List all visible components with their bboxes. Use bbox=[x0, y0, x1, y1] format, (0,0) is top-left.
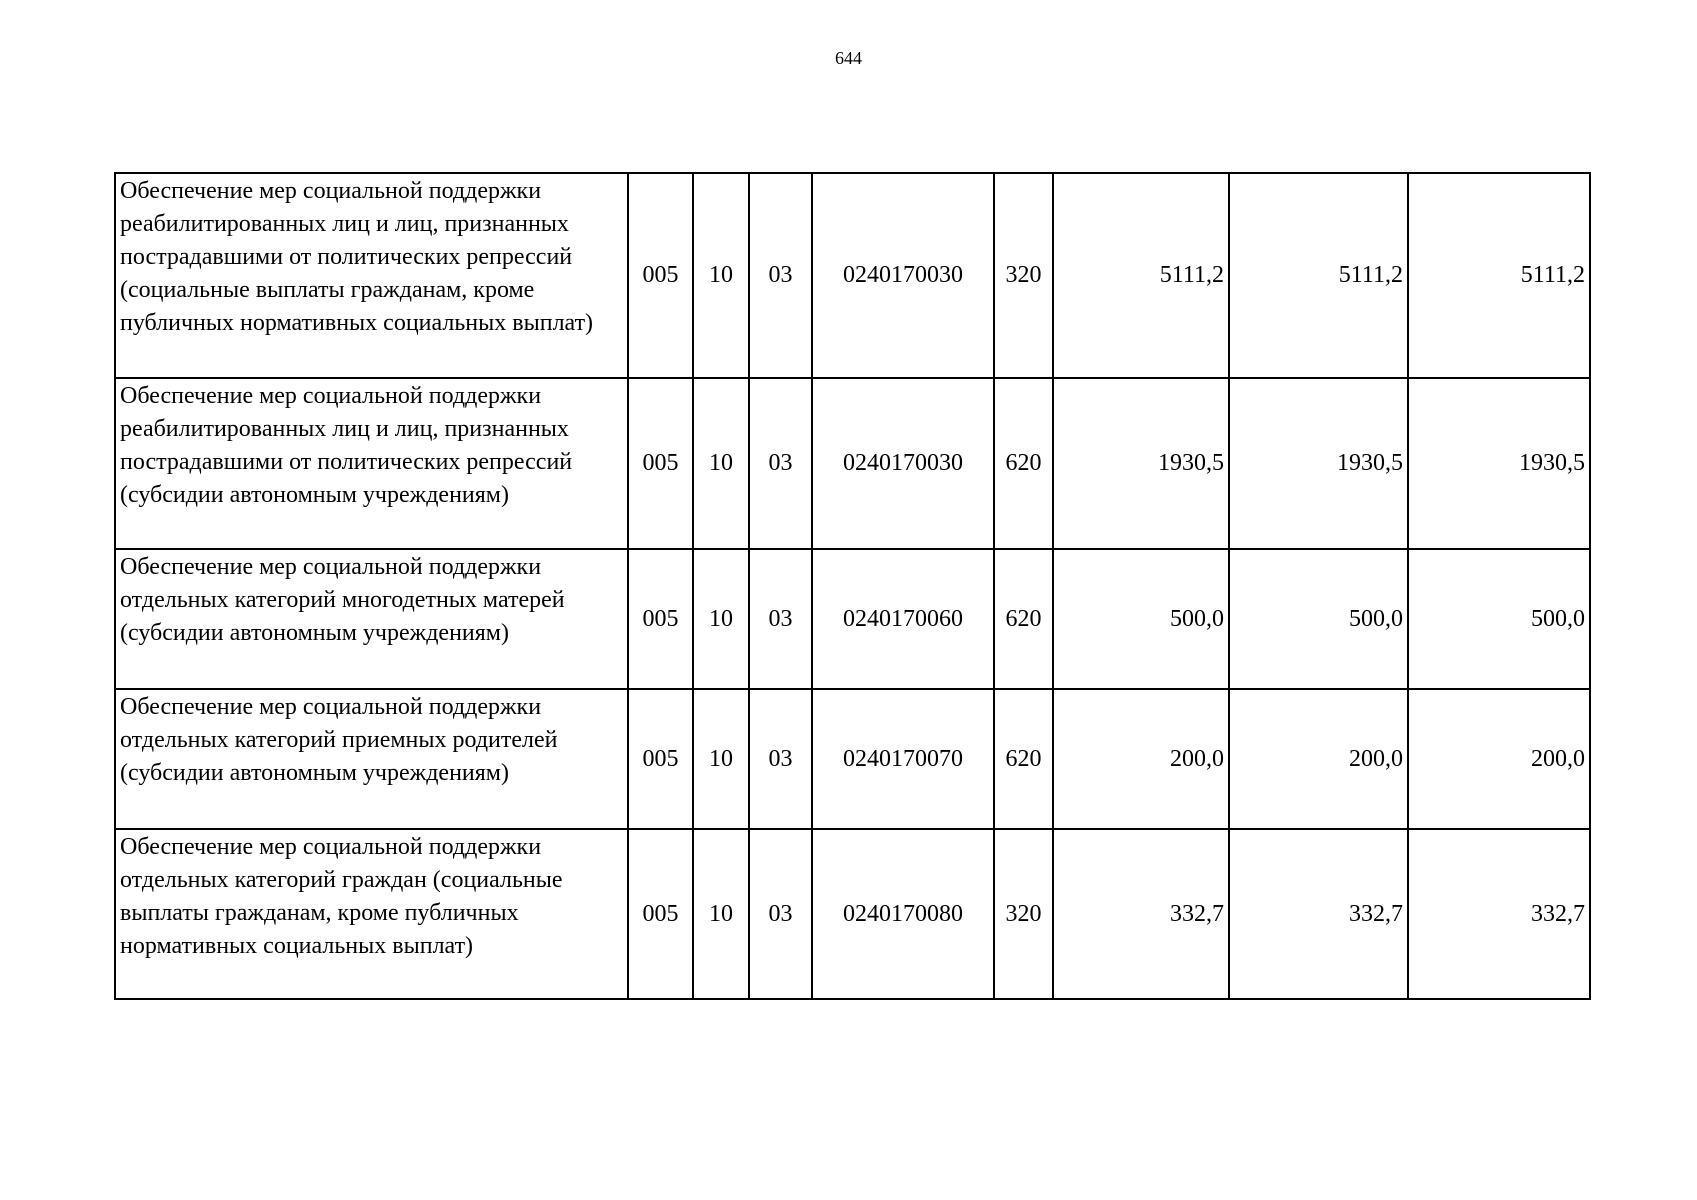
amount-2: 1930,5 bbox=[1229, 378, 1408, 549]
amount-2: 5111,2 bbox=[1229, 173, 1408, 378]
amount-2: 200,0 bbox=[1229, 689, 1408, 829]
expense-type-code: 620 bbox=[994, 549, 1053, 689]
subsection-code: 03 bbox=[749, 829, 812, 999]
table-row bbox=[115, 829, 1590, 999]
ministry-code: 005 bbox=[628, 378, 693, 549]
budget-table bbox=[114, 172, 1591, 1000]
amount-3: 200,0 bbox=[1408, 689, 1590, 829]
target-article-code: 0240170080 bbox=[812, 829, 994, 999]
target-article-code: 0240170030 bbox=[812, 173, 994, 378]
ministry-code: 005 bbox=[628, 829, 693, 999]
ministry-code: 005 bbox=[628, 549, 693, 689]
section-code: 10 bbox=[693, 689, 749, 829]
table-row bbox=[115, 689, 1590, 829]
section-code: 10 bbox=[693, 829, 749, 999]
subsection-code: 03 bbox=[749, 689, 812, 829]
section-code: 10 bbox=[693, 549, 749, 689]
amount-1: 5111,2 bbox=[1053, 173, 1229, 378]
target-article-code: 0240170060 bbox=[812, 549, 994, 689]
amount-2: 500,0 bbox=[1229, 549, 1408, 689]
subsection-code: 03 bbox=[749, 378, 812, 549]
amount-3: 332,7 bbox=[1408, 829, 1590, 999]
page-number: 644 bbox=[835, 48, 862, 68]
amount-1: 1930,5 bbox=[1053, 378, 1229, 549]
amount-3: 1930,5 bbox=[1408, 378, 1590, 549]
expense-type-code: 620 bbox=[994, 378, 1053, 549]
expense-type-code: 320 bbox=[994, 173, 1053, 378]
amount-2: 332,7 bbox=[1229, 829, 1408, 999]
amount-1: 332,7 bbox=[1053, 829, 1229, 999]
expense-type-code: 320 bbox=[994, 829, 1053, 999]
table-row bbox=[115, 378, 1590, 549]
row-description: Обеспечение мер социальной поддержки отдельных категорий граждан (социальные выплаты гражданам, кроме публичных нормативных социальных выплат) bbox=[115, 829, 628, 999]
subsection-code: 03 bbox=[749, 549, 812, 689]
amount-1: 500,0 bbox=[1053, 549, 1229, 689]
section-code: 10 bbox=[693, 173, 749, 378]
table-row bbox=[115, 173, 1590, 378]
section-code: 10 bbox=[693, 378, 749, 549]
ministry-code: 005 bbox=[628, 173, 693, 378]
amount-3: 500,0 bbox=[1408, 549, 1590, 689]
target-article-code: 0240170030 bbox=[812, 378, 994, 549]
table-row bbox=[115, 549, 1590, 689]
row-description: Обеспечение мер социальной поддержки реабилитированных лиц и лиц, признанных пострадавшими от политических репрессий (социальные выплаты гражданам, кроме публичных нормативных социальных выплат) bbox=[115, 173, 628, 378]
ministry-code: 005 bbox=[628, 689, 693, 829]
row-description: Обеспечение мер социальной поддержки реабилитированных лиц и лиц, признанных пострадавшими от политических репрессий (субсидии автономным учреждениям) bbox=[115, 378, 628, 549]
row-description: Обеспечение мер социальной поддержки отдельных категорий приемных родителей (субсидии автономным учреждениям) bbox=[115, 689, 628, 829]
expense-type-code: 620 bbox=[994, 689, 1053, 829]
target-article-code: 0240170070 bbox=[812, 689, 994, 829]
amount-3: 5111,2 bbox=[1408, 173, 1590, 378]
amount-1: 200,0 bbox=[1053, 689, 1229, 829]
row-description: Обеспечение мер социальной поддержки отдельных категорий многодетных матерей (субсидии автономным учреждениям) bbox=[115, 549, 628, 689]
subsection-code: 03 bbox=[749, 173, 812, 378]
